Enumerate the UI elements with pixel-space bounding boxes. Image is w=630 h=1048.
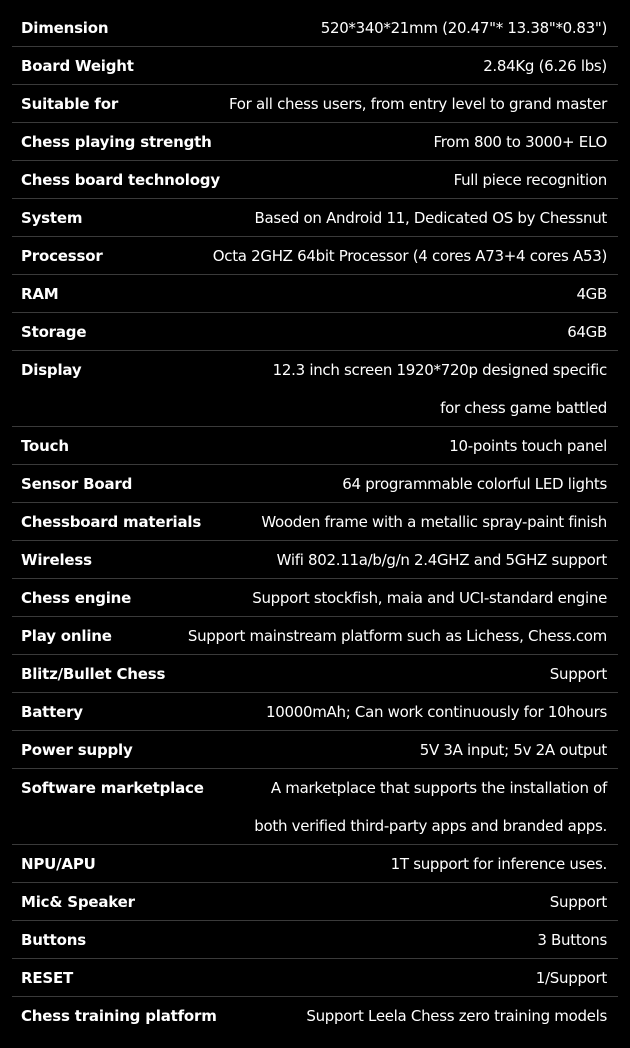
spec-value — [261, 503, 607, 541]
spec-value — [306, 997, 607, 1035]
spec-value-line: Full piece recognition — [453, 171, 607, 189]
spec-value-line: 3 Buttons — [537, 931, 607, 949]
spec-row — [12, 655, 618, 693]
spec-value-line: Wifi 802.11a/b/g/n 2.4GHZ and 5GHZ support — [276, 551, 607, 569]
spec-value-line: Support Leela Chess zero training models — [306, 1007, 607, 1025]
spec-value-line: 64 programmable colorful LED lights — [342, 475, 607, 493]
spec-value-line: A marketplace that supports the installation of — [270, 779, 607, 797]
spec-row — [12, 503, 618, 541]
spec-value-line: Support — [549, 665, 607, 683]
spec-label: Chessboard materials — [21, 513, 202, 531]
spec-row — [12, 313, 618, 351]
spec-value — [434, 123, 607, 161]
spec-label: Sensor Board — [21, 475, 133, 493]
spec-value-line: 12.3 inch screen 1920*720p designed specific — [272, 361, 607, 379]
spec-row — [12, 123, 618, 161]
spec-row — [12, 85, 618, 123]
spec-value — [254, 769, 607, 845]
spec-label: Chess engine — [21, 589, 132, 607]
spec-value — [213, 237, 607, 275]
spec-value — [576, 275, 607, 313]
spec-label: Wireless — [21, 551, 92, 569]
spec-row — [12, 47, 618, 85]
spec-label: Chess board technology — [21, 171, 220, 189]
spec-label: Touch — [21, 437, 69, 455]
spec-value — [536, 959, 607, 997]
spec-table — [0, 9, 630, 1035]
spec-label: NPU/APU — [21, 855, 96, 873]
spec-value — [252, 579, 607, 617]
spec-row — [12, 351, 618, 427]
spec-value-line: For all chess users, from entry level to grand master — [229, 95, 607, 113]
spec-value — [550, 883, 607, 921]
spec-value — [255, 199, 607, 237]
spec-label: RAM — [21, 285, 59, 303]
spec-row — [12, 465, 618, 503]
spec-value — [277, 541, 607, 579]
spec-row — [12, 275, 618, 313]
spec-row — [12, 579, 618, 617]
spec-value — [454, 161, 607, 199]
spec-value — [483, 47, 607, 85]
spec-value-line: 1T support for inference uses. — [390, 855, 607, 873]
spec-value-line: Support — [549, 893, 607, 911]
spec-row — [12, 921, 618, 959]
spec-label: Software marketplace — [21, 779, 204, 797]
spec-label: Chess playing strength — [21, 133, 212, 151]
spec-value — [266, 693, 607, 731]
spec-value — [188, 617, 607, 655]
spec-value-line: Support mainstream platform such as Lichess, Chess.com — [187, 627, 607, 645]
spec-label: Battery — [21, 703, 83, 721]
spec-label: Blitz/Bullet Chess — [21, 665, 166, 683]
spec-value-line: 10000mAh; Can work continuously for 10hours — [266, 703, 607, 721]
spec-row — [12, 959, 618, 997]
spec-label: Board Weight — [21, 57, 134, 75]
spec-label: Storage — [21, 323, 87, 341]
spec-row — [12, 161, 618, 199]
spec-row — [12, 617, 618, 655]
spec-value — [449, 427, 607, 465]
spec-value-line: From 800 to 3000+ ELO — [433, 133, 607, 151]
spec-label: Mic& Speaker — [21, 893, 135, 911]
spec-value — [567, 313, 607, 351]
spec-value-line: 10-points touch panel — [449, 437, 607, 455]
spec-label: Processor — [21, 247, 103, 265]
spec-label: Buttons — [21, 931, 86, 949]
spec-value-line: Support stockfish, maia and UCI-standard engine — [252, 589, 607, 607]
spec-label: Suitable for — [21, 95, 119, 113]
spec-value-line: 520*340*21mm (20.47"* 13.38"*0.83") — [320, 19, 607, 37]
spec-value — [342, 465, 607, 503]
spec-label: Dimension — [21, 19, 109, 37]
spec-value-line: both verified third-party apps and branded apps. — [254, 817, 607, 835]
spec-value — [420, 731, 607, 769]
spec-value — [273, 351, 607, 427]
spec-row — [12, 199, 618, 237]
spec-value-line: Wooden frame with a metallic spray-paint finish — [261, 513, 607, 531]
spec-label: Play online — [21, 627, 112, 645]
spec-value-line: 2.84Kg (6.26 lbs) — [483, 57, 607, 75]
spec-value-line: 4GB — [576, 285, 607, 303]
spec-value — [229, 85, 607, 123]
spec-row — [12, 237, 618, 275]
spec-value-line: Based on Android 11, Dedicated OS by Chessnut — [254, 209, 607, 227]
spec-label: Chess training platform — [21, 1007, 217, 1025]
spec-label: RESET — [21, 969, 74, 987]
spec-value-line: for chess game battled — [440, 399, 607, 417]
spec-label: Display — [21, 361, 82, 379]
spec-label: Power supply — [21, 741, 133, 759]
spec-value-line: 64GB — [567, 323, 607, 341]
spec-row — [12, 997, 618, 1035]
spec-row — [12, 541, 618, 579]
spec-value — [391, 845, 607, 883]
spec-label: System — [21, 209, 83, 227]
spec-value — [321, 9, 607, 47]
spec-value — [550, 655, 607, 693]
spec-value-line: 5V 3A input; 5v 2A output — [419, 741, 607, 759]
spec-value-line: 1/Support — [535, 969, 607, 987]
spec-row — [12, 693, 618, 731]
spec-row — [12, 883, 618, 921]
spec-row — [12, 731, 618, 769]
spec-row — [12, 845, 618, 883]
spec-value-line: Octa 2GHZ 64bit Processor (4 cores A73+4 cores A53) — [212, 247, 607, 265]
spec-value — [537, 921, 607, 959]
spec-row — [12, 769, 618, 845]
spec-row — [12, 427, 618, 465]
spec-row — [12, 9, 618, 47]
